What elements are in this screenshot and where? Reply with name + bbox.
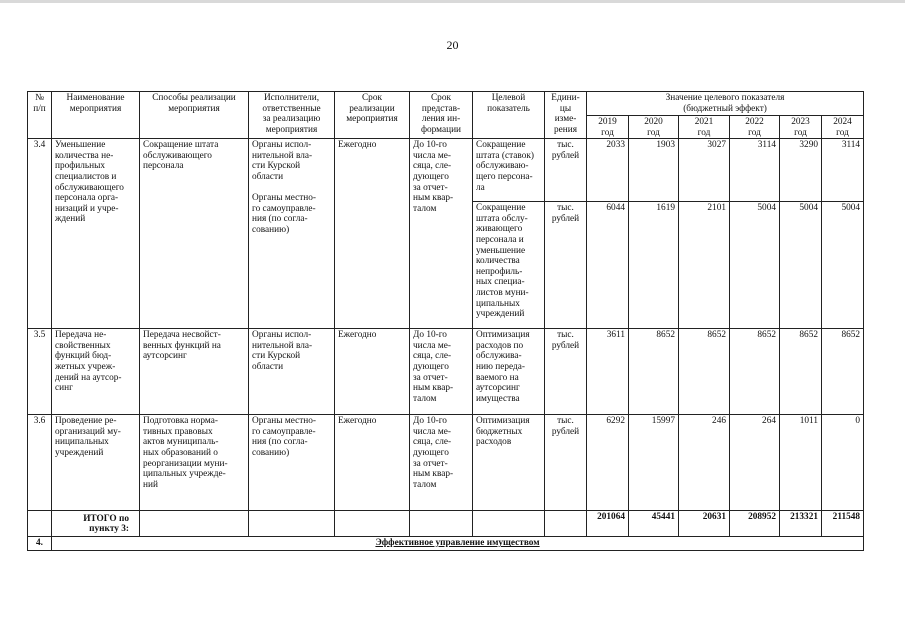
measure-indicator: Оптимизация бюджетных расходов [473,415,545,511]
header-year: 2024 год [822,116,864,139]
total-value: 208952 [730,511,780,537]
total-value: 201064 [587,511,629,537]
row-num: 3.4 [28,139,52,329]
measure-term: Ежегодно [335,329,410,415]
value-cell: 6292 [587,415,629,511]
value-cell: 8652 [629,329,679,415]
measure-name: Уменьшение количества не- профильных специалистов и обслуживающего персонала орга- низаций и учре- ждений [52,139,140,329]
header-term: Срок реализации мероприятия [335,92,410,139]
header-name: Наименование мероприятия [52,92,140,139]
measure-methods: Сокращение штата обслуживающего персонала [140,139,249,329]
measure-executors: Органы испол- нительной вла- сти Курской области [249,329,335,415]
table-row [28,329,864,415]
value-cell: 3114 [822,139,864,202]
value-cell: 0 [822,415,864,511]
row-num: 3.6 [28,415,52,511]
value-cell: 5004 [730,202,780,329]
value-cell: 6044 [587,202,629,329]
value-cell: 8652 [679,329,730,415]
table-row [28,415,864,511]
page-number: 20 [446,38,459,52]
measure-report-term: До 10-го числа ме- сяца, сле- дующего за отчет- ным квар- талом [410,415,473,511]
measure-methods: Передача несвойст- венных функций на аутсорсинг [140,329,249,415]
measure-term: Ежегодно [335,415,410,511]
table-row [28,139,864,202]
header-year: 2021 год [679,116,730,139]
value-cell: 1619 [629,202,679,329]
header-num: № п/п [28,92,52,139]
header-year: 2020 год [629,116,679,139]
measure-unit: тыс. рублей [545,329,587,415]
blank-cell [140,511,249,537]
blank-cell [473,511,545,537]
measure-executors: Органы испол- нительной вла- сти Курской области Органы местно- го самоуправле- ния (по согла- сованию) [249,139,335,329]
total-value: 213321 [780,511,822,537]
value-cell: 15997 [629,415,679,511]
value-cell: 2101 [679,202,730,329]
total-row [28,511,864,537]
measure-methods: Подготовка норма- тивных правовых актов муниципаль- ных образований о реорганизации муни- ципальных учрежде- ний [140,415,249,511]
measure-indicator: Сокращение штата (ставок) обслуживаю- щего персона- ла [473,139,545,202]
value-cell: 246 [679,415,730,511]
blank-cell [545,511,587,537]
value-cell: 3611 [587,329,629,415]
measure-name: Проведение ре- организаций му- ниципальных учреждений [52,415,140,511]
measure-name: Передача не- свойственных функций бюд- жетных учреж- дений на аутсор- синг [52,329,140,415]
header-executors: Исполнители, ответственные за реализацию мероприятия [249,92,335,139]
header-unit: Едини- цы изме- рения [545,92,587,139]
value-cell: 2033 [587,139,629,202]
header-indicator: Целевой показатель [473,92,545,139]
value-cell: 8652 [822,329,864,415]
value-cell: 5004 [780,202,822,329]
value-cell: 8652 [730,329,780,415]
blank-cell [410,511,473,537]
value-cell: 3027 [679,139,730,202]
measure-unit: тыс. рублей [545,415,587,511]
value-cell: 5004 [822,202,864,329]
measure-indicator: Сокращение штата обслу- живающего персонала и уменьшение количества непрофиль- ных специа- листов муни- ципальных учреждений [473,202,545,329]
blank-cell [335,511,410,537]
value-cell: 8652 [780,329,822,415]
measure-term: Ежегодно [335,139,410,329]
page-top-border [0,0,905,3]
total-value: 20631 [679,511,730,537]
blank-cell [249,511,335,537]
header-year: 2023 год [780,116,822,139]
value-cell: 1011 [780,415,822,511]
measure-report-term: До 10-го числа ме- сяца, сле- дующего за отчет- ным квар- талом [410,329,473,415]
total-value: 45441 [629,511,679,537]
measure-indicator: Оптимизация расходов по обслужива- нию переда- ваемого на аутсорсинг имущества [473,329,545,415]
total-value: 211548 [822,511,864,537]
measure-report-term: До 10-го числа ме- сяца, сле- дующего за отчет- ным квар- талом [410,139,473,329]
value-cell: 1903 [629,139,679,202]
value-cell: 3114 [730,139,780,202]
measure-executors: Органы местно- го самоуправле- ния (по согла- сованию) [249,415,335,511]
header-year: 2022 год [730,116,780,139]
value-cell: 264 [730,415,780,511]
value-cell: 3290 [780,139,822,202]
header-year: 2019 год [587,116,629,139]
total-label: ИТОГО по пункту 3: [52,511,140,537]
measures-table [27,91,864,551]
header-target-value: Значение целевого показателя (бюджетный эффект) [587,92,864,116]
header-report-term: Срок представ- ления ин- формации [410,92,473,139]
row-num: 3.5 [28,329,52,415]
section-title: Эффективное управление имуществом [52,537,864,551]
section-row [28,537,864,551]
measure-unit: тыс. рублей [545,139,587,202]
header-methods: Способы реализации мероприятия [140,92,249,139]
section-num: 4. [28,537,52,551]
measure-unit: тыс. рублей [545,202,587,329]
total-num-blank [28,511,52,537]
